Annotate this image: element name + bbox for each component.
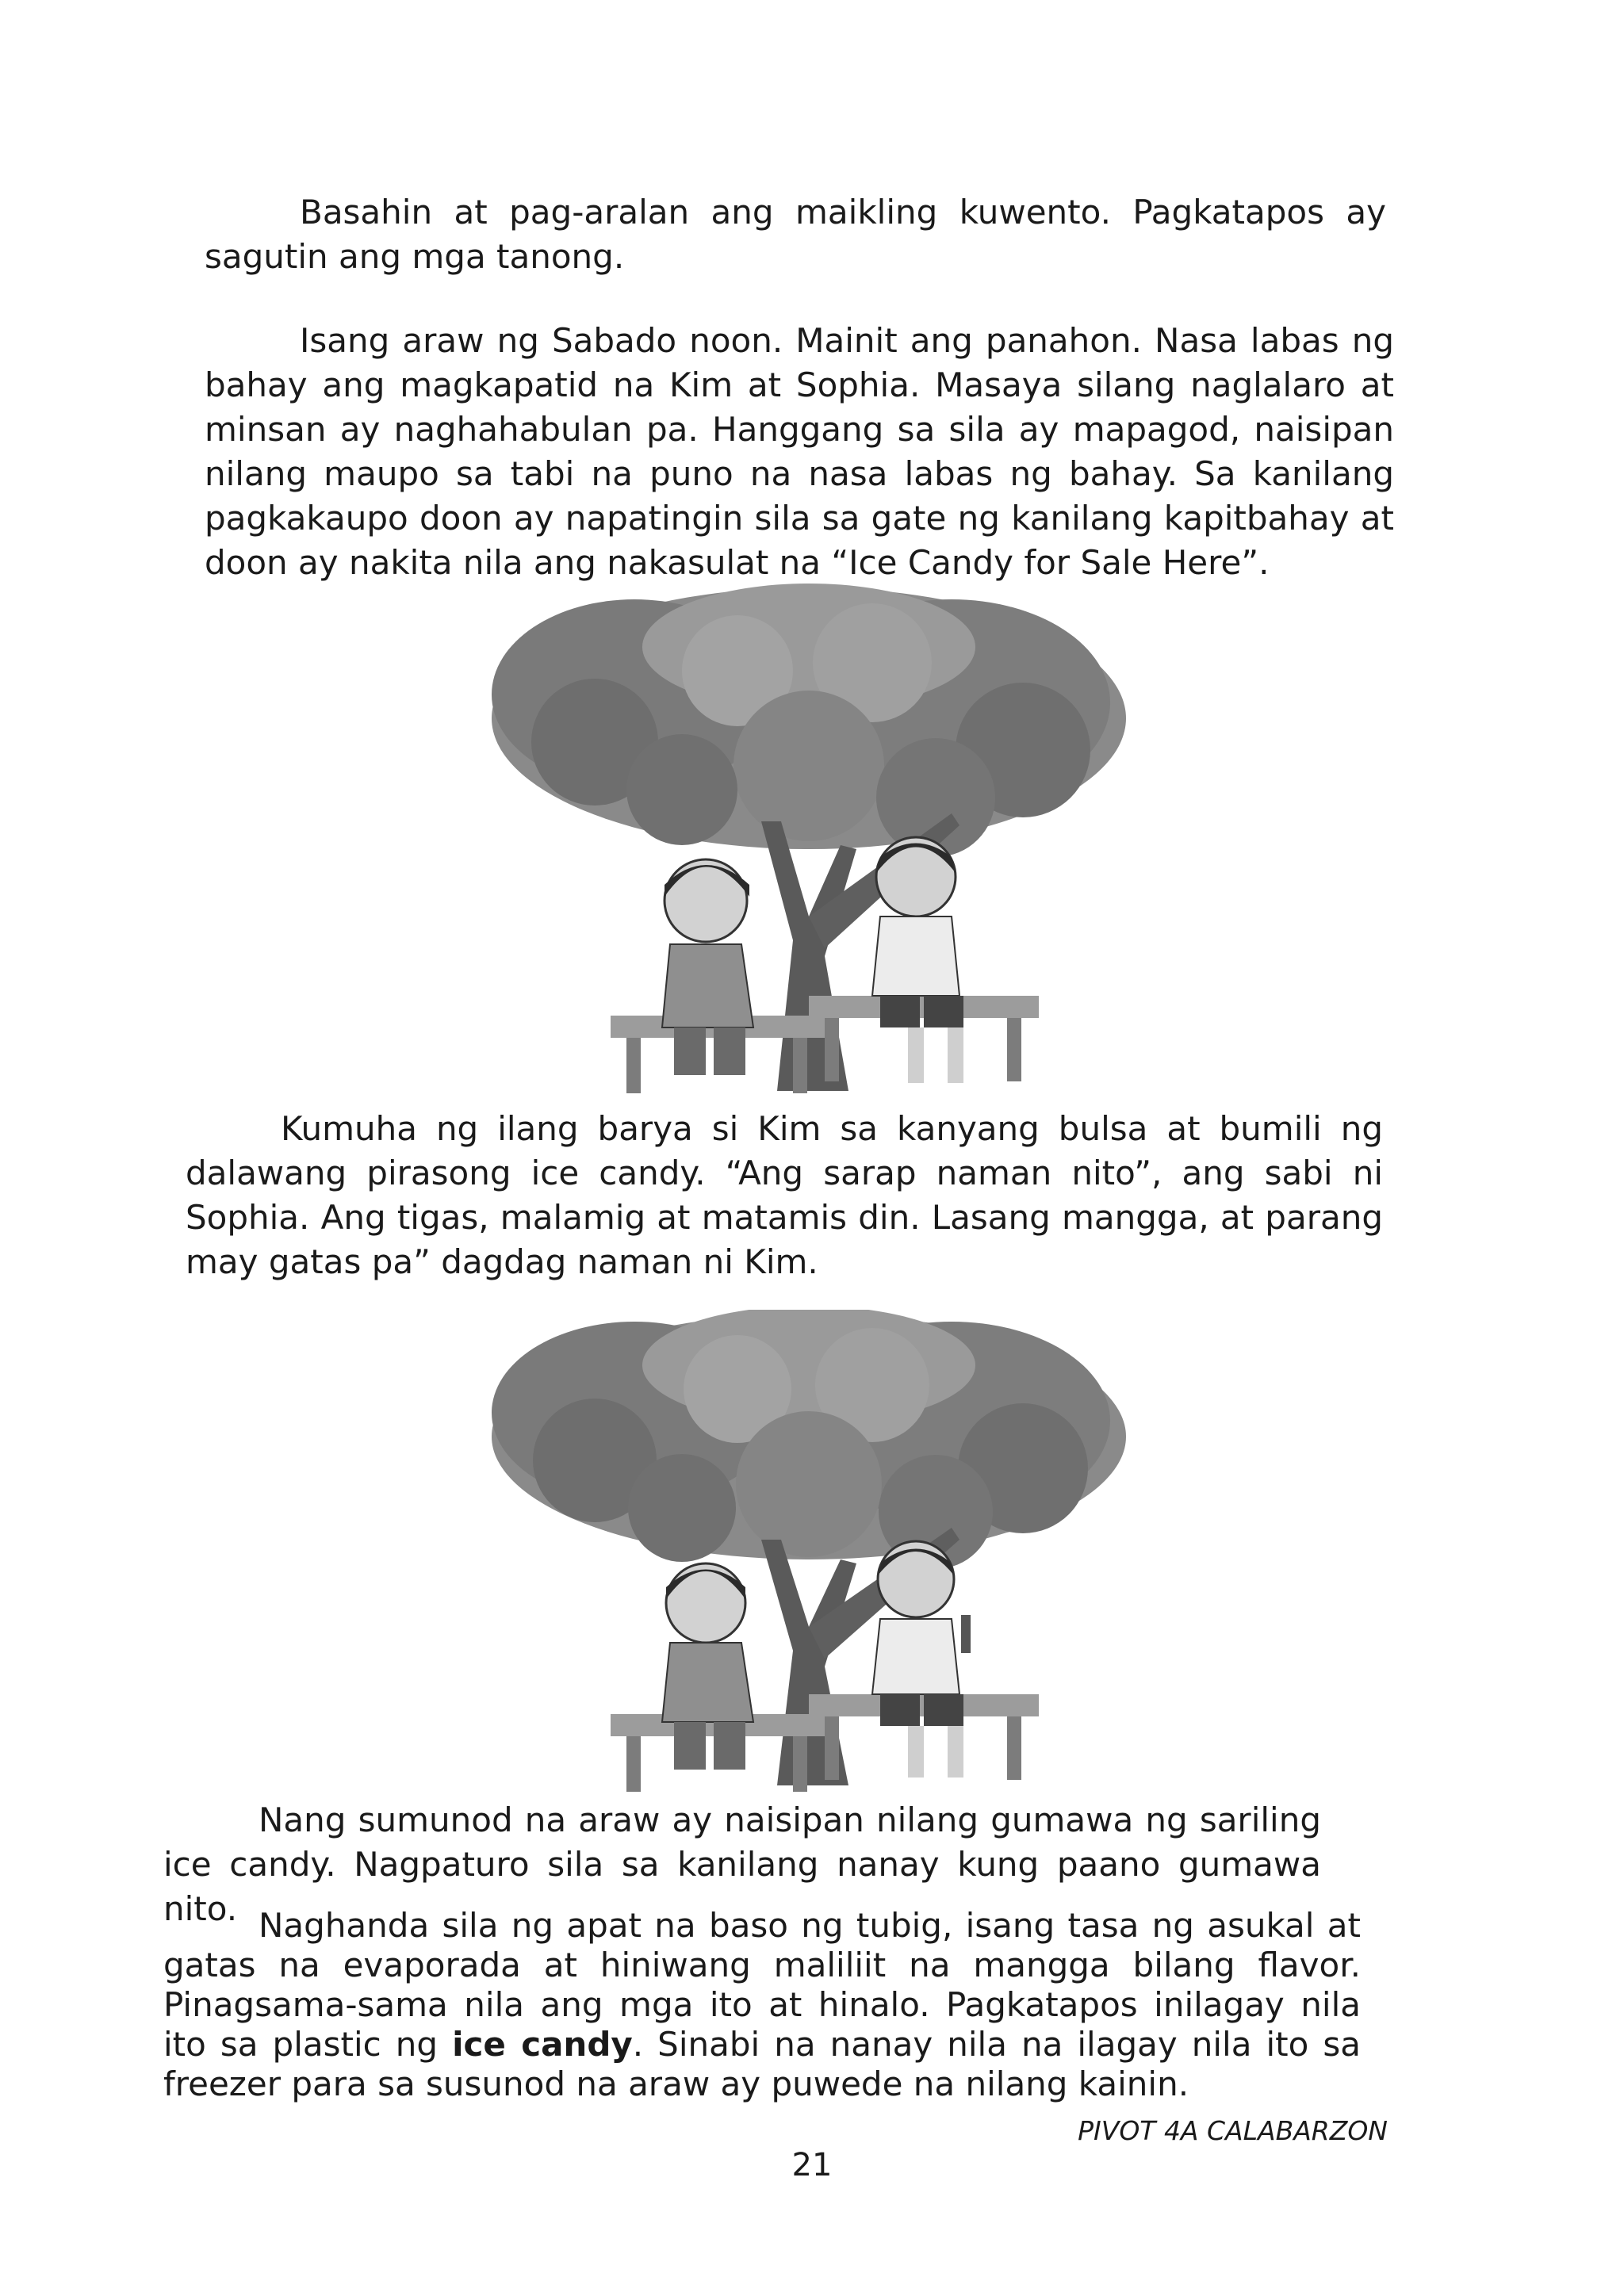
story-paragraph-1-text: Isang araw ng Sabado noon. Mainit ang panahon. Nasa labas ng bahay ang magkapatid na Kim at Sophia. Masaya silang naglalaro at minsan ay naghahabulan pa. Hanggang sa sila ay mapagod, naisipan nilang maupo sa tabi na puno na nasa labas ng bahay. Sa kanilang pagkakaupo doon ay napatingin sila sa gate ng kanilang kapitbahay at doon ay nakita nila ang nakasulat na “Ice Candy for Sale Here”.: [205, 321, 1394, 582]
story-paragraph-3-text: Nang sumunod na araw ay naisipan nilang gumawa ng sariling ice candy. Nagpaturo sila sa kanilang nanay kung paano gumawa nito.: [163, 1800, 1321, 1928]
story-paragraph-2: [186, 1107, 1383, 1284]
tree-foliage: [492, 584, 1126, 857]
girl-figure: [662, 1563, 753, 1770]
instruction-paragraph: [205, 190, 1386, 279]
footer-credit: PIVOT 4A CALABARZON: [1078, 2115, 1388, 2146]
story-keyword-ice-candy: ice candy: [452, 2025, 633, 2064]
illustration-children-under-tree-2: [476, 1310, 1142, 1801]
story-paragraph-4-text-b: . Sinabi na nanay nila na ilagay nila ito sa freezer para sa susunod na araw ay puwede na nilang kainin.: [163, 2025, 1361, 2103]
boy-figure: [872, 1541, 971, 1777]
story-paragraph-4: [163, 1906, 1361, 2104]
story-paragraph-2-text: Kumuha ng ilang barya si Kim sa kanyang bulsa at bumili ng dalawang pirasong ice candy. “Ang sarap naman nito”, ang sabi ni Sophia. Ang tigas, malamig at matamis din. Lasang mangga, at parang may gatas pa” dagdag naman ni Kim.: [186, 1109, 1383, 1281]
story-paragraph-1: [205, 319, 1394, 585]
page-number: 21: [791, 2147, 833, 2183]
illustration-children-under-tree-1: [476, 584, 1142, 1107]
boy-figure: [872, 837, 963, 1083]
story-paragraph-4-text-a: Naghanda sila ng apat na baso ng tubig, isang tasa ng asukal at gatas na evaporada at hiniwang maliliit na mangga bilang flavor. Pinagsama-sama nila ang mga ito at hinalo. Pagkatapos inilagay nila ito sa plastic ng: [163, 1906, 1361, 2064]
instruction-text: Basahin at pag-aralan ang maikling kuwento. Pagkatapos ay sagutin ang mga tanong.: [205, 193, 1386, 276]
girl-figure: [662, 859, 753, 1075]
tree-foliage: [492, 1310, 1126, 1569]
